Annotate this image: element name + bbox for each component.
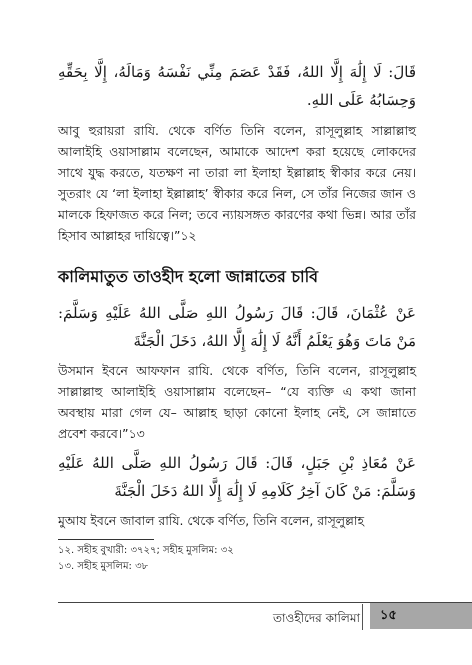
hadith1-arabic: قَالَ: لَا إِلَٰهَ إِلَّا اللهُ، فَقَدْ عَصَمَ مِنِّي نَفْسَهُ وَمَالَهُ، إِلَّا بِحَقِّهِ وَحِسَابُهُ عَلَى اللهِ. <box>58 63 416 109</box>
footnote-12: ১২. সহীহ বুখারী: ৩৭২৭; সহীহ মুসলিম: ৩২ <box>58 545 234 556</box>
hadith1-translation: আবু হুরায়রা রাযি. থেকে বর্ণিত তিনি বলেন, রাসূলুল্লাহ সাল্লাল্লাহু আলাইহি ওয়াসাল্লাম বলেছেন, আমাকে আদেশ করা হয়েছে লোকদের সাথে যুদ্ধ করতে, যতক্ষণ না তারা লা ইলাহা ইল্লাল্লাহ স্বীকার করে নেয়। সুতরাং যে ‘লা ইলাহা ইল্লাল্লাহ’ স্বীকার করে নিল, সে তাঁর নিজের জান ও মালকে হিফাজত করে নিল; তবে ন্যায়সঙ্গত কারণের কথা ভিন্ন। আর তাঁর হিসাব আল্লাহর দায়িত্বে।”১২ <box>58 123 416 243</box>
footnote-divider <box>58 539 154 540</box>
hadith3-arabic: عَنْ مُعَاذِ بْنِ جَبَلٍ، قَالَ: قَالَ رَسُولُ اللهِ صَلَّى اللهُ عَلَيْهِ وَسَلَّمَ: مَنْ كَانَ آخِرُ كَلَامِهِ لَا إِلَٰهَ إِلَّا اللهُ دَخَلَ الْجَنَّةَ <box>58 454 416 500</box>
footnote-13: ১৩. সহীহ মুসলিম: ৩৮ <box>58 561 149 572</box>
section-heading: কালিমাতুত তাওহীদ হলো জান্নাতের চাবি <box>58 267 319 286</box>
hadith2-translation: উসমান ইবনে আফফান রাযি. থেকে বর্ণিত, তিনি বলেন, রাসূলুল্লাহ সাল্লাল্লাহু আলাইহি ওয়াসাল্লাম বলেছেন– “যে ব্যক্তি এ কথা জানা অবস্থায় মারা গেল যে– আল্লাহ ছাড়া কোনো ইলাহ নেই, সে জান্নাতে প্রবেশ করবে।”১৩ <box>58 363 416 441</box>
footer-separator <box>362 604 363 630</box>
hadith2-arabic: عَنْ عُثْمَانَ، قَالَ: قَالَ رَسُولُ اللهِ صَلَّى اللهُ عَلَيْهِ وَسَلَّمَ: مَنْ مَاتَ وَهُوَ يَعْلَمُ أَنَّهُ لَا إِلَٰهَ إِلَّا اللهُ، دَخَلَ الْجَنَّةَ <box>58 304 416 350</box>
running-footer-title: তাওহীদের কালিমা <box>273 611 360 625</box>
hadith3-translation: মুআয ইবনে জাবাল রাযি. থেকে বর্ণিত, তিনি বলেন, রাসূলুল্লাহ <box>58 513 364 528</box>
page-number: ১৫ <box>380 608 397 623</box>
